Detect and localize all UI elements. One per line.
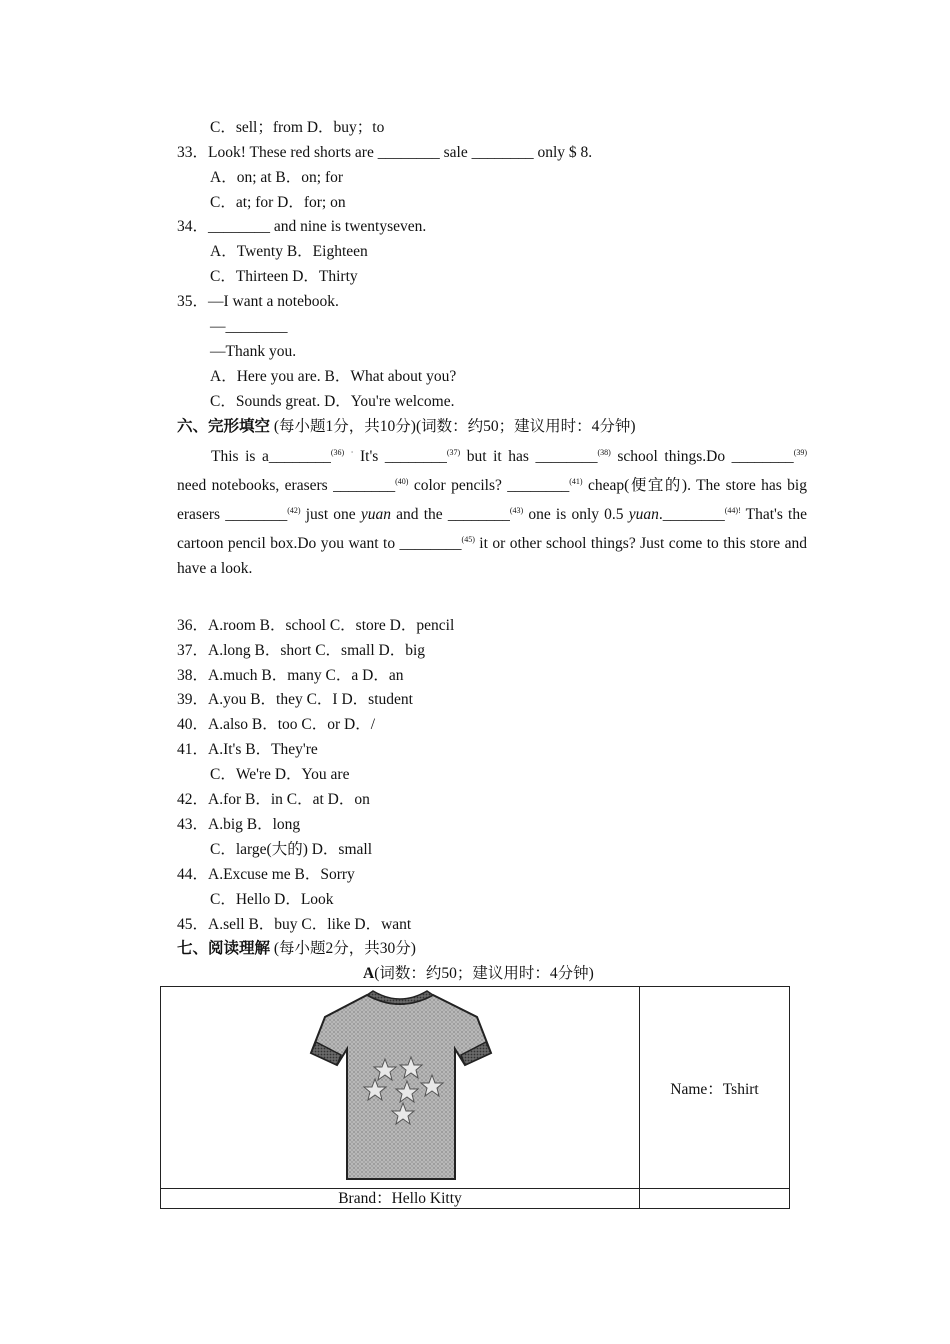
q35-options-cd: C．Sounds great. D．You're welcome. (210, 393, 455, 410)
option-line: C．We're D．You are (210, 766, 350, 783)
blank-marker-41: (41) (569, 477, 583, 486)
section6-title: 六、完形填空 (177, 418, 271, 435)
cloze-text: .________ (658, 506, 725, 523)
option-line: 42．A.for B．in C．at D．on (177, 791, 370, 808)
blank-marker-38: (38) (597, 448, 611, 457)
q34-options-ab: A．Twenty B．Eighteen (210, 243, 368, 260)
cloze-yuan: yuan (628, 506, 659, 523)
q34-options-cd: C．Thirteen D．Thirty (210, 268, 358, 285)
tshirt-with-stars-icon (305, 987, 495, 1183)
q35-line2: —________ (210, 318, 288, 335)
cloze-text: This is a________ (211, 448, 331, 465)
cloze-text: and the ________ (391, 506, 510, 523)
cloze-text: It's ________ (353, 448, 447, 465)
product-name: Name：Tshirt (670, 1080, 759, 1098)
cloze-text: color pencils? ________ (408, 477, 570, 494)
cloze-text: but it has ________ (460, 448, 598, 465)
passage-a-heading (363, 964, 594, 984)
cloze-text: cheap(便宜的). The store has big erasers ________ (177, 477, 807, 523)
q33-options-ab: A．on; at B．on; for (210, 169, 344, 186)
cloze-text: one is only 0.5 (523, 506, 629, 523)
option-line: C．large(大的) D．small (210, 841, 373, 858)
q33-stem: 33．Look! These red shorts are ________ sale ________ only $ 8. (177, 144, 593, 161)
blank-marker-44: (44)! (724, 506, 741, 515)
cloze-dot: · (350, 448, 354, 457)
blank-marker-36: (36) (330, 448, 345, 457)
option-line: 39．A.you B．they C．I D．student (177, 691, 413, 708)
blank-marker-45: (45) (461, 535, 475, 544)
option-line: 36．A.room B．school C．store D．pencil (177, 617, 455, 634)
cloze-text: it or other school things? Just come to this store and have a look. (177, 535, 808, 577)
section7-heading (177, 939, 416, 959)
option-line: 45．A.sell B．buy C．like D．want (177, 916, 412, 933)
passage-a-note: (词数：约50；建议用时：4分钟) (374, 965, 594, 982)
cloze-passage (177, 440, 807, 581)
q34-stem: 34．________ and nine is twentyseven. (177, 218, 427, 235)
section7-note: (每小题2分，共30分) (273, 940, 416, 957)
option-line: 37．A.long B．short C．small D．big (177, 642, 426, 659)
blank-marker-43: (43) (509, 506, 524, 515)
q33-options-cd: C．at; for D．for; on (210, 194, 346, 211)
option-line: 43．A.big B．long (177, 816, 301, 833)
blank-marker-39: (39) (793, 448, 808, 457)
q35-stem: 35．—I want a notebook. (177, 293, 339, 310)
blank-marker-40: (40) (395, 477, 409, 486)
product-table (160, 986, 790, 1209)
cloze-text: That's the cartoon pencil box.Do you want to ________ (177, 506, 807, 552)
cloze-yuan: yuan (360, 506, 391, 523)
empty-cell (640, 1189, 790, 1209)
section7-title: 七、阅读理解 (177, 940, 271, 957)
product-brand: Brand：Hello Kitty (338, 1190, 462, 1207)
blank-marker-42: (42) (287, 506, 301, 515)
q35-line3: —Thank you. (210, 343, 297, 360)
product-name-cell (640, 987, 790, 1189)
product-image-cell (161, 987, 640, 1189)
cloze-text: school things.Do ________ (610, 448, 794, 465)
option-line: 41．A.It's B．They're (177, 741, 318, 758)
q35-options-ab: A．Here you are. B．What about you? (210, 368, 457, 385)
blank-marker-37: (37) (446, 448, 461, 457)
option-line: 38．A.much B．many C．a D．an (177, 667, 404, 684)
option-line: 44．A.Excuse me B．Sorry (177, 866, 355, 883)
product-brand-cell (161, 1189, 640, 1209)
q32-options-cd: C．sell；from D．buy；to (210, 119, 385, 136)
cloze-text: need notebooks, erasers ________ (177, 477, 396, 494)
section6-note: (每小题1分，共10分)(词数：约50；建议用时：4分钟) (273, 418, 636, 435)
section6-heading (177, 417, 636, 437)
passage-a-label: A (363, 965, 375, 982)
option-line: C．Hello D．Look (210, 891, 334, 908)
cloze-text: just one (300, 506, 361, 523)
option-line: 40．A.also B．too C．or D．/ (177, 716, 376, 733)
